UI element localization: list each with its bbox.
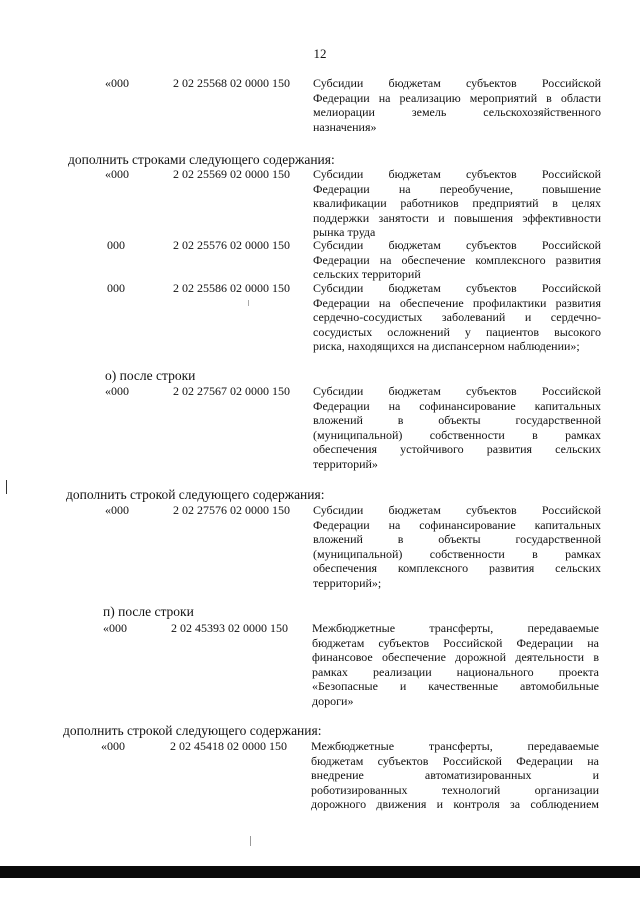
description-line: Субсидии бюджетам субъектов Российской xyxy=(313,384,601,398)
description-line: Субсидии бюджетам субъектов Российской xyxy=(313,281,601,295)
row-kbk: 2 02 27576 02 0000 150 xyxy=(173,503,290,517)
scan-artifact xyxy=(6,480,7,494)
description-line: Федерации на переобучение, повышение xyxy=(313,181,601,196)
budget-row-25576 xyxy=(0,238,640,282)
description-line: роботизированных технологий организации xyxy=(311,782,599,797)
scan-artifact xyxy=(250,836,251,846)
description-line: сердечно-сосудистых заболеваний и сердечно- xyxy=(313,310,601,324)
row-kbk: 2 02 45393 02 0000 150 xyxy=(171,621,288,635)
description-line: бюджетам субъектов Российской Федерации на xyxy=(311,753,599,768)
row-code: «000 xyxy=(105,503,129,517)
row-kbk: 2 02 25568 02 0000 150 xyxy=(173,76,290,90)
section-heading: п) после строки xyxy=(103,604,194,619)
scan-artifact xyxy=(248,300,249,306)
row-description xyxy=(313,167,601,240)
row-kbk: 2 02 27567 02 0000 150 xyxy=(173,384,290,398)
description-line: риска, находящихся на диспансерном наблюдении»; xyxy=(313,339,580,353)
row-kbk: 2 02 25569 02 0000 150 xyxy=(173,167,290,181)
description-line: Федерации на обеспечение профилактики развития xyxy=(313,295,601,310)
row-code: 000 xyxy=(107,281,125,295)
description-line: финансовое обеспечение дорожной деятельности в xyxy=(312,650,599,664)
description-line: назначения» xyxy=(313,119,377,134)
description-line: Федерации на реализацию мероприятий в области xyxy=(313,90,601,105)
description-line: Федерации на софинансирование капитальных xyxy=(313,398,601,413)
section-heading: дополнить строкой следующего содержания: xyxy=(63,723,322,738)
description-line: Межбюджетные трансферты, передаваемые xyxy=(311,739,599,753)
description-line: «Безопасные и качественные автомобильные xyxy=(312,679,599,693)
description-line: (муниципальной) собственности в рамках xyxy=(313,546,601,561)
description-line: рамках реализации национального проекта xyxy=(312,664,599,679)
description-line: Межбюджетные трансферты, передаваемые xyxy=(312,621,599,635)
row-kbk: 2 02 45418 02 0000 150 xyxy=(170,739,287,753)
description-line: поддержки занятости и повышения эффективности xyxy=(313,210,601,225)
description-line: сосудистых осложнений у пациентов высокого xyxy=(313,324,601,339)
description-line: Субсидии бюджетам субъектов Российской xyxy=(313,503,601,517)
budget-row-25569 xyxy=(0,167,640,241)
section-heading: дополнить строками следующего содержания: xyxy=(68,152,335,167)
row-description xyxy=(311,739,599,812)
description-line: дорожного движения и контроля за соблюдением xyxy=(311,797,599,811)
row-code: «000 xyxy=(105,76,129,90)
budget-row-25568 xyxy=(0,76,640,136)
description-line: Субсидии бюджетам субъектов Российской xyxy=(313,238,601,252)
row-code: «000 xyxy=(105,167,129,181)
description-line: вложений в объекты государственной xyxy=(313,532,601,546)
description-line: обеспечения комплексного развития сельских xyxy=(313,561,601,575)
row-description xyxy=(313,384,601,471)
description-line: Федерации на обеспечение комплексного развития xyxy=(313,252,601,267)
budget-row-25586 xyxy=(0,281,640,355)
description-line: Федерации на софинансирование капитальных xyxy=(313,517,601,532)
row-code: «000 xyxy=(105,384,129,398)
description-line: территорий» xyxy=(313,456,378,471)
description-line: бюджетам субъектов Российской Федерации на xyxy=(312,635,599,650)
row-code: «000 xyxy=(103,621,127,635)
section-heading: о) после строки xyxy=(105,368,196,383)
description-line: территорий»; xyxy=(313,575,382,590)
row-description xyxy=(313,76,601,134)
row-code: 000 xyxy=(107,238,125,252)
description-line: квалификации работников предприятий в целях xyxy=(313,196,601,210)
description-line: вложений в объекты государственной xyxy=(313,413,601,427)
scan-bottom-edge xyxy=(0,866,640,878)
row-code: «000 xyxy=(101,739,125,753)
section-heading: дополнить строкой следующего содержания: xyxy=(66,487,325,502)
budget-row-27576 xyxy=(0,503,640,591)
description-line: рынка труда xyxy=(313,225,376,239)
row-description xyxy=(313,503,601,590)
description-line: внедрение автоматизированных и xyxy=(311,768,599,782)
page-number: 12 xyxy=(313,46,327,61)
budget-row-45418 xyxy=(0,739,640,813)
row-kbk: 2 02 25586 02 0000 150 xyxy=(173,281,290,295)
description-line: сельских территорий xyxy=(313,267,421,281)
description-line: Субсидии бюджетам субъектов Российской xyxy=(313,167,601,181)
description-line: (муниципальной) собственности в рамках xyxy=(313,427,601,442)
description-line: дороги» xyxy=(312,693,354,708)
row-description xyxy=(313,281,601,354)
description-line: обеспечения устойчивого развития сельских xyxy=(313,442,601,456)
budget-row-45393 xyxy=(0,621,640,709)
row-kbk: 2 02 25576 02 0000 150 xyxy=(173,238,290,252)
description-line: Субсидии бюджетам субъектов Российской xyxy=(313,76,601,90)
description-line: мелиорации земель сельскохозяйственного xyxy=(313,105,601,119)
row-description xyxy=(312,621,599,708)
row-description xyxy=(313,238,601,282)
budget-row-27567 xyxy=(0,384,640,472)
